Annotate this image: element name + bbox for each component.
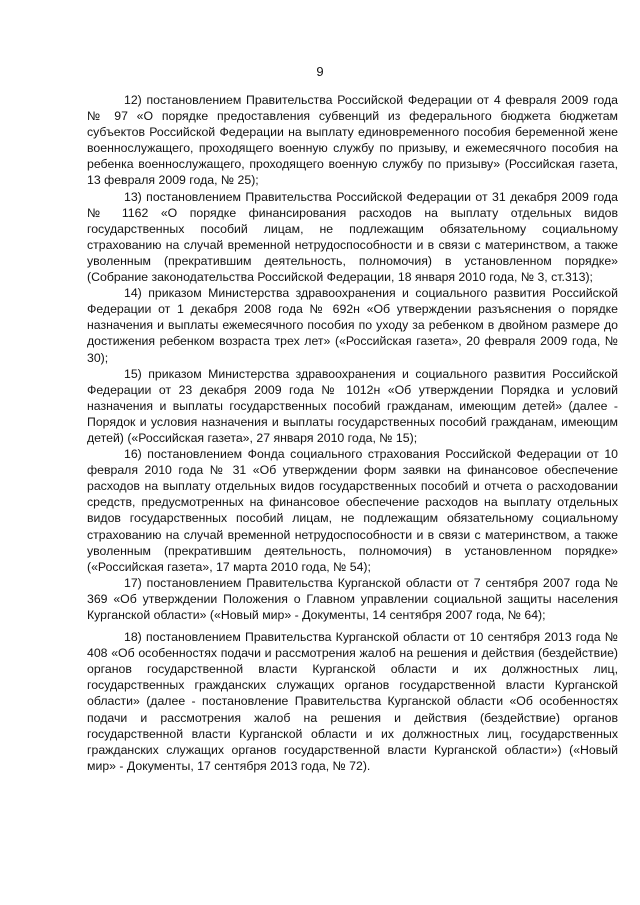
list-item-14: 14) приказом Министерства здравоохранения и социального развития Российской Федерации от 1 декабря 2008 года № 692н «Об утверждении разъяснения о порядке назначения и выплаты ежемесячного пособия по уходу за ребенком в двойном размере до достижения ребенком возраста трех лет» («Российская газета», 20 февраля 2009 года, № 30); [87,286,618,365]
page-number: 9 [316,64,324,79]
document-body [87,92,618,774]
list-item-15: 15) приказом Министерства здравоохранения и социального развития Российской Федерации от 23 декабря 2009 года № 1012н «Об утверждении Порядка и условий назначения и выплаты государственных пособий гражданам, имеющим детей» (далее - Порядок и условия назначения и выплаты государственных пособий гражданам, имеющим детей) («Российская газета», 27 января 2010 года, № 15); [87,366,618,445]
list-item-13: 13) постановлением Правительства Российской Федерации от 31 декабря 2009 года № 1162 «О порядке финансирования расходов на выплату отдельных видов государственных пособий лицам, не подлежащим обязательному социальному страхованию на случай временной нетрудоспособности и в связи с материнством, а также уволенным (прекратившим деятельность, полномочия) в установленном порядке» (Собрание законодательства Российской Федерации, 18 января 2010 года, № 3, ст.313); [87,189,618,285]
list-item-16: 16) постановлением Фонда социального страхования Российской Федерации от 10 февраля 2010 года № 31 «Об утверждении форм заявки на финансовое обеспечение расходов на выплату отдельных видов государственных пособий и отчета о расходовании средств, предусмотренных на финансовое обеспечение расходов на выплату отдельных видов государственных пособий лицам, не подлежащим обязательному социальному страхованию на случай временной нетрудоспособности и в связи с материнством, а также уволенным (прекратившим деятельность, полномочия) в установленном порядке» («Российская газета», 17 марта 2010 года, № 54); [87,447,618,574]
list-item-18: 18) постановлением Правительства Курганской области от 10 сентября 2013 года № 408 «Об особенностях подачи и рассмотрения жалоб на решения и действия (бездействие) органов государственной власти Курганской области и их должностных лиц, государственных гражданских служащих органов государственной власти Курганской области» (далее - постановление Правительства Курганской области «Об особенностях подачи и рассмотрения жалоб на решения и действия (бездействие) органов государственной власти Курганской области и их должностных лиц, государственных гражданских служащих органов государственной власти Курганской области») («Новый мир» - Документы, 17 сентября 2013 года, № 72). [87,630,618,773]
list-item-17: 17) постановлением Правительства Курганской области от 7 сентября 2007 года № 369 «Об утверждении Положения о Главном управлении социальной защиты населения Курганской области» («Новый мир» - Документы, 14 сентября 2007 года, № 64); [87,575,618,622]
list-item-12: 12) постановлением Правительства Российской Федерации от 4 февраля 2009 года № 97 «О порядке предоставления субвенций из федерального бюджета бюджетам субъектов Российской Федерации на выплату единовременного пособия беременной жене военнослужащего, проходящего военную службу по призыву, и ежемесячного пособия на ребенка военнослужащего, проходящего военную службу по призыву» (Российская газета, 13 февраля 2009 года, № 25); [87,93,618,188]
